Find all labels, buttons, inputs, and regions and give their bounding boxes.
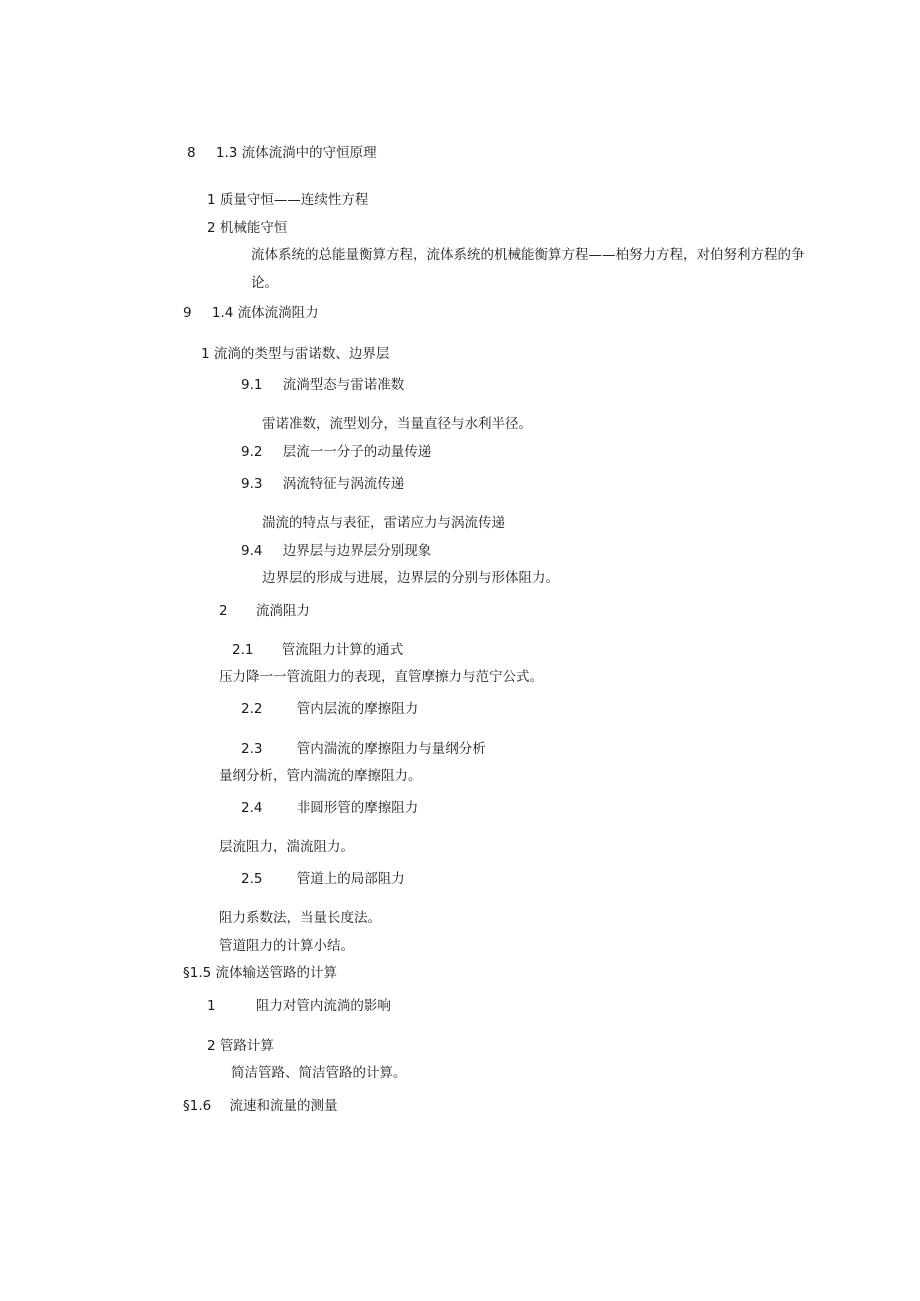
subsection-flow-resistance xyxy=(219,602,310,620)
paragraph-energy-balance-cont: 论。 xyxy=(251,275,278,291)
item-number: 9.1 xyxy=(241,377,263,393)
item-9-1 xyxy=(241,376,404,394)
paragraph-pipeline-calc: 简洁管路、简洁管路的计算。 xyxy=(231,1065,407,1081)
paragraph-2-1: 压力降一一管流阻力的表现，直管摩擦力与范宁公式。 xyxy=(219,669,543,685)
item-number: 2.2 xyxy=(241,701,263,717)
subsection-mechanical-energy: 2 机械能守恒 xyxy=(207,220,288,236)
section-title: 1.4 流体流淌阻力 xyxy=(211,305,319,321)
item-number: 2.4 xyxy=(241,800,263,816)
paragraph-9-3: 湍流的特点与表征，雷诺应力与涡流传递 xyxy=(262,515,505,531)
paragraph-energy-balance: 流体系统的总能量衡算方程，流体系统的机械能衡算方程——柏努力方程，对伯努利方程的争 xyxy=(251,247,805,263)
item-title: 流淌型态与雷诺准数 xyxy=(282,377,405,393)
item-title: 涡流特征与涡流传递 xyxy=(282,476,405,492)
section-9-heading xyxy=(183,304,319,322)
item-number: 1 xyxy=(207,998,216,1014)
item-9-3 xyxy=(241,475,404,493)
paragraph-2-3: 量纲分析，管内湍流的摩擦阻力。 xyxy=(219,768,422,784)
item-title: 管内层流的摩擦阻力 xyxy=(296,701,419,717)
item-2-4 xyxy=(241,799,418,817)
section-1-6-heading xyxy=(183,1097,338,1115)
subsection-mass-conservation: 1 质量守恒——连续性方程 xyxy=(207,192,369,208)
paragraph-2-5-summary: 管道阻力的计算小结。 xyxy=(219,938,354,954)
subsection-pipeline-calc: 2 管路计算 xyxy=(207,1038,274,1054)
paragraph-9-1: 雷诺准数，流型划分，当量直径与水利半径。 xyxy=(262,416,532,432)
item-number: 2.3 xyxy=(241,741,263,757)
item-number: 2 xyxy=(219,603,228,619)
section-number: §1.6 xyxy=(183,1098,212,1114)
item-title: 非圆形管的摩擦阻力 xyxy=(296,800,419,816)
section-number: 9 xyxy=(183,305,192,321)
section-8-heading xyxy=(187,144,377,162)
subsection-flow-types: 1 流淌的类型与雷诺数、边界层 xyxy=(201,346,390,362)
item-2-1 xyxy=(232,641,403,659)
section-1-5-heading: §1.5 流体输送管路的计算 xyxy=(183,965,338,981)
item-2-5 xyxy=(241,870,405,888)
item-number: 9.3 xyxy=(241,476,263,492)
item-2-3 xyxy=(241,740,486,758)
section-number: 8 xyxy=(187,145,196,161)
item-title: 边界层与边界层分别现象 xyxy=(282,543,432,559)
item-number: 2.1 xyxy=(232,642,254,658)
item-1-5-1 xyxy=(207,997,391,1015)
item-title: 阻力对管内流淌的影响 xyxy=(255,998,391,1014)
item-title: 管流阻力计算的通式 xyxy=(281,642,404,658)
item-title: 管道上的局部阻力 xyxy=(296,871,405,887)
item-title: 层流一一分子的动量传递 xyxy=(282,444,432,460)
item-number: 2.5 xyxy=(241,871,263,887)
item-2-2 xyxy=(241,700,418,718)
section-title: 流速和流量的测量 xyxy=(229,1098,338,1114)
paragraph-2-4: 层流阻力，湍流阻力。 xyxy=(219,839,354,855)
item-9-4 xyxy=(241,542,431,560)
section-title: 1.3 流体流淌中的守恒原理 xyxy=(215,145,377,161)
paragraph-9-4: 边界层的形成与进展，边界层的分别与形体阻力。 xyxy=(262,570,559,586)
item-number: 9.4 xyxy=(241,543,263,559)
paragraph-2-5: 阻力系数法，当量长度法。 xyxy=(219,910,381,926)
item-title: 管内湍流的摩擦阻力与量纲分析 xyxy=(296,741,486,757)
item-9-2 xyxy=(241,443,431,461)
item-title: 流淌阻力 xyxy=(255,603,310,619)
item-number: 9.2 xyxy=(241,444,263,460)
